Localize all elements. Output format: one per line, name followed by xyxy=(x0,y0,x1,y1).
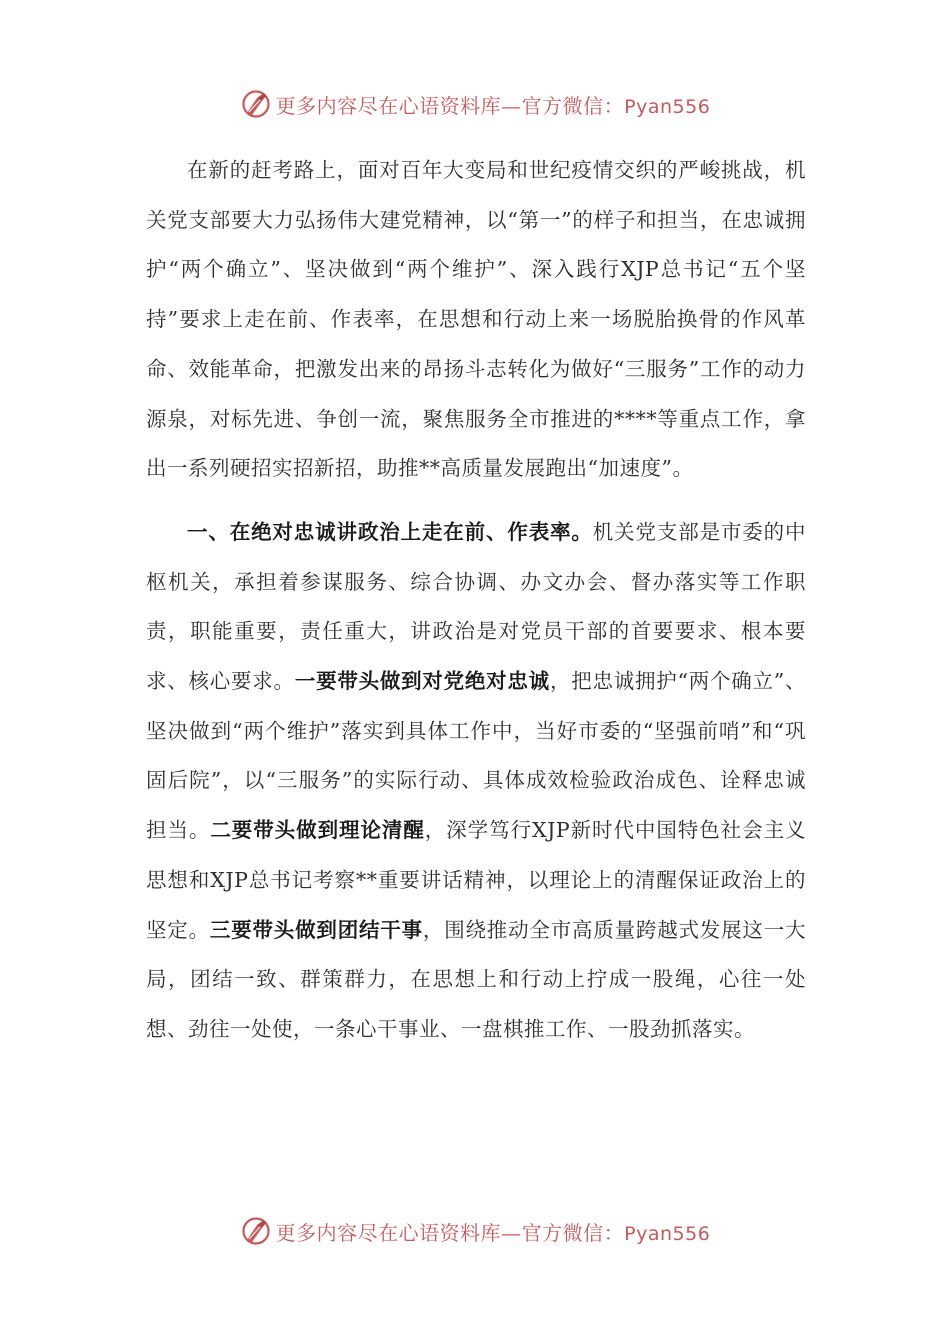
text-segment: ，围绕推动全市高质量跨越式发展这一大局，团结一致、群策群力，在思想上和行动上拧成一股绳，心往一处想、劲往一处使，一条心干事业、一盘棋推工作、一股劲抓落实。 xyxy=(146,917,807,1041)
paragraph-intro xyxy=(146,146,806,494)
text-segment: ，深学笃行XJP新时代中国特色社会主义思想和XJP总书记考察**重要讲话精神，以理论上的清醒保证政治上的坚定。 xyxy=(146,818,807,942)
pen-nib-logo-icon xyxy=(240,1215,272,1247)
point-one-heading: 一要带头做到对党绝对忠诚 xyxy=(294,669,550,694)
footer-banner xyxy=(0,1211,950,1251)
point-three-heading: 三要带头做到团结干事 xyxy=(209,917,423,942)
banner-wechat-id: Pyan556 xyxy=(624,95,711,118)
point-two-heading: 二要带头做到理论清醒 xyxy=(210,818,425,843)
section-heading: 一、在绝对忠诚讲政治上走在前、作表率。 xyxy=(187,519,593,544)
banner-text xyxy=(276,1217,711,1246)
document-body xyxy=(146,146,806,1055)
banner-text-cn: 更多内容尽在心语资料库—官方微信： xyxy=(275,1220,625,1245)
banner-text xyxy=(276,90,711,119)
header-banner xyxy=(0,84,950,124)
text-segment: 在新的赶考路上，面对百年大变局和世纪疫情交织的严峻挑战，机关党支部要大力弘扬伟大建党精神，以“第一”的样子和担当，在忠诚拥护“两个确立”、坚决做到“两个维护”、深入践行XJP总书记“五个坚持”要求上走在前、作表率，在思想和行动上来一场脱胎换骨的作风革命、效能革命，把激发出来的昂扬斗志转化为做好“三服务”工作的动力源泉，对标先进、争创一流，聚焦服务全市推进的****等重点工作，拿出一系列硬招实招新招，助推**高质量发展跑出“加速度”。 xyxy=(146,158,806,481)
banner-wechat-id: Pyan556 xyxy=(624,1222,711,1245)
text-segment: 机关党支部是市委的中枢机关，承担着参谋服务、综合协调、办文办会、督办落实等工作职责，职能重要，责任重大，讲政治是对党员干部的首要要求、根本要求、核心要求。 xyxy=(146,519,807,694)
banner-text-cn: 更多内容尽在心语资料库—官方微信： xyxy=(275,93,625,118)
pen-nib-logo-icon xyxy=(240,88,272,120)
paragraph-section-one xyxy=(146,508,806,1055)
text-segment: ，把忠诚拥护“两个确立”、坚决做到“两个维护”落实到具体工作中，当好市委的“坚强前哨”和“巩固后院”，以“三服务”的实际行动、具体成效检验政治成色、诠释忠诚担当。 xyxy=(146,669,807,843)
